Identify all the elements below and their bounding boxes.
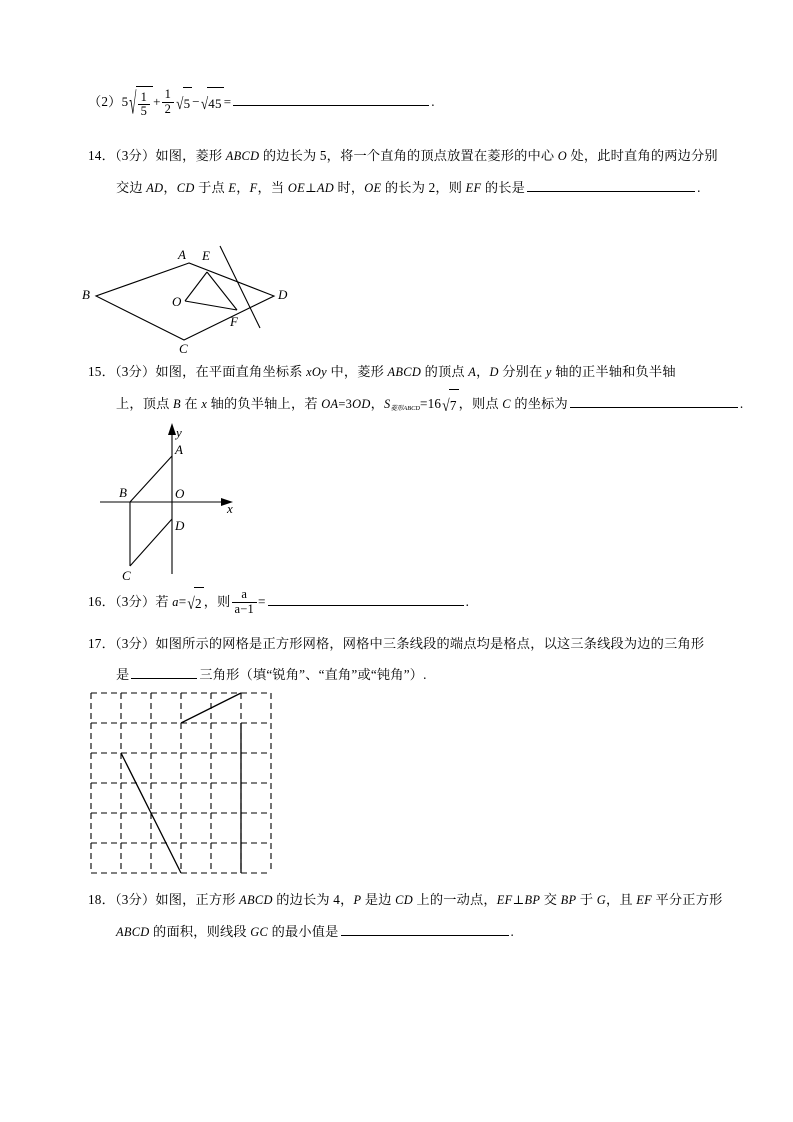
q17-text-a: 如图所示的网格是正方形网格，网格中三条线段的端点均是格点，以这三条线段为边的三角形 (155, 636, 705, 651)
segment-of (185, 301, 237, 310)
sqrt-five (176, 87, 192, 119)
q18-text-h: 平分正方形 (652, 892, 723, 907)
question-17-number: 17 (88, 636, 102, 651)
q15-var-c: C (502, 397, 511, 411)
radical-sign-icon: √ (129, 85, 137, 122)
figure-question-17 (88, 690, 274, 876)
label-D: D (175, 518, 185, 533)
q15-var-b: B (173, 397, 181, 411)
fraction-a-over-a-minus-1 (232, 588, 257, 616)
label-axis-x: x (227, 501, 233, 516)
q15-text-g: 在 (180, 396, 202, 411)
q18-text-f: 于 (576, 892, 597, 907)
q13b-coef: 5 (121, 94, 129, 109)
q18-var-ef: EF (636, 893, 653, 907)
label-D: D (278, 287, 288, 302)
q13b-label: （2） (88, 94, 122, 109)
figure-question-15 (92, 414, 252, 594)
q18-var-ef-perp-bp: EF⊥BP (496, 893, 541, 907)
segment-cd (130, 519, 172, 566)
q15-comma-2: ， (370, 396, 385, 411)
question-13-part2-line (88, 85, 733, 122)
q18-text-c: 是边 (361, 892, 396, 907)
q15-text-d: 分别在 (498, 364, 546, 379)
sqrt-seven-body: 7 (449, 389, 459, 421)
fraction-numerator: 1 (140, 89, 148, 104)
q17-text-c: 三角形（填“锐角”、“直角”或“钝角”）. (199, 667, 427, 682)
q14-text-g: 时， (334, 180, 365, 195)
sqrt-one-fifth (129, 85, 153, 122)
sqrt-two (187, 587, 203, 619)
q14-var-oe: OE (364, 181, 382, 195)
radical-sign-icon: √ (200, 94, 209, 113)
q18-var-g: G (596, 893, 606, 907)
fraction-one-half (162, 88, 174, 116)
question-16 (88, 586, 733, 619)
q15-var-x: x (201, 397, 208, 411)
q15-var-od: OD (352, 397, 371, 411)
q13b-expression (121, 85, 232, 122)
q13b-equals: = (223, 94, 232, 109)
question-17-line-2 (88, 659, 733, 690)
y-axis-arrow-icon (168, 423, 176, 435)
q18-text-j: 的最小值是 (268, 924, 339, 939)
q14-text-c: 处，此时直角的两边分别 (567, 148, 718, 163)
question-14-line-2 (88, 172, 733, 204)
q14-comma-2: ， (236, 180, 250, 195)
q18-var-abcd-2: ABCD (116, 925, 150, 939)
question-14-marks: ．（3分） (101, 148, 156, 163)
q13b-period: . (431, 94, 435, 109)
q18-text-e: 交 (540, 892, 561, 907)
q14-text-b: 的边长为 5，将一个直角的顶点放置在菱形的中心 (259, 148, 558, 163)
segment-ef (207, 272, 237, 310)
q18-text-d: 上的一动点， (412, 892, 497, 907)
q18-period: . (510, 924, 515, 939)
radical-sign-icon: √ (442, 396, 450, 415)
radical-sign-icon: √ (187, 594, 195, 613)
label-axis-y: y (176, 425, 182, 440)
q14-text-h: 的长为 2，则 (381, 180, 466, 195)
question-17 (88, 628, 733, 690)
question-16-number: 16 (88, 594, 102, 609)
fraction-denominator: a−1 (232, 602, 257, 616)
q18-var-p: P (353, 893, 362, 907)
q15-text-i: ，则点 (458, 396, 503, 411)
figure-question-14 (74, 228, 314, 353)
question-16-marks: ．（3分） (101, 594, 156, 609)
q18-text-i: 的面积，则线段 (149, 924, 251, 939)
q18-text-b: 的边长为 4， (272, 892, 354, 907)
q18-var-gc: GC (250, 925, 269, 939)
sqrt-forty-five (201, 87, 224, 119)
q16-equals: = (178, 594, 187, 609)
q14-var-f: F (249, 181, 258, 195)
fraction-denominator: 2 (162, 102, 174, 116)
question-14 (88, 140, 733, 204)
q14-var-o: O (557, 149, 568, 163)
q16-period: . (465, 594, 470, 609)
q15-var-abcd: ABCD (387, 365, 422, 379)
q14-text-d: 交边 (116, 180, 147, 195)
answer-blank-13b[interactable] (233, 94, 429, 106)
question-18-line-1 (88, 884, 733, 916)
q16-text-a: 若 (155, 594, 173, 609)
label-B: B (119, 485, 127, 500)
radical-sign-icon: √ (176, 94, 184, 113)
question-18-marks: ．（3分） (101, 892, 156, 907)
q13b-plus: + (153, 94, 161, 109)
q15-var-d: D (489, 365, 499, 379)
q14-comma-1: ， (163, 180, 177, 195)
question-17-marks: ．（3分） (101, 636, 156, 651)
question-14-number: 14 (88, 148, 102, 163)
q14-var-ef: EF (465, 181, 482, 195)
answer-blank-15[interactable] (570, 396, 738, 408)
question-14-line-1 (88, 140, 733, 172)
q16-equals-2: = (258, 594, 266, 609)
question-13-part2 (88, 85, 733, 122)
q13b-minus: − (192, 94, 200, 109)
segment-ab (130, 456, 172, 502)
label-F: F (230, 314, 238, 329)
sqrt-two-body: 2 (194, 587, 204, 619)
q16-var-a: a (172, 595, 179, 609)
label-B: B (82, 287, 90, 302)
q15-comma-1: ， (476, 364, 490, 379)
sqrt-one-fifth-body (136, 86, 153, 119)
label-C: C (179, 341, 188, 353)
q15-var-y: y (545, 365, 552, 379)
q14-text-e: 于点 (194, 180, 229, 195)
q18-var-bp: BP (560, 893, 577, 907)
label-A: A (178, 247, 186, 262)
q15-text-e: 轴的正半轴和负半轴 (551, 364, 676, 379)
q18-var-abcd: ABCD (239, 893, 273, 907)
question-18-line-2 (88, 916, 733, 948)
q15-text-f: 上，顶点 (116, 396, 174, 411)
label-O: O (172, 294, 182, 309)
question-15-number: 15 (88, 364, 102, 379)
q18-var-cd: CD (395, 893, 413, 907)
q14-period: . (697, 180, 701, 195)
grid-lines (91, 693, 271, 873)
answer-blank-17[interactable] (131, 667, 197, 679)
q18-text-g: ，且 (606, 892, 637, 907)
question-15-line-1 (88, 356, 733, 388)
question-18 (88, 884, 733, 948)
label-C: C (122, 568, 131, 583)
answer-blank-18[interactable] (341, 924, 509, 936)
segment-oe (185, 272, 207, 301)
q15-text-j: 的坐标为 (510, 396, 568, 411)
label-A: A (175, 442, 183, 457)
q15-text-h: 轴的负半轴上，若 (207, 396, 322, 411)
q17-text-b: 是 (116, 667, 130, 682)
q15-text-c: 的顶点 (421, 364, 469, 379)
question-16-line (88, 586, 733, 619)
sqrt-seven (442, 389, 458, 421)
q15-subscript-rhombus-abcd: 菱形ABCD (390, 405, 420, 413)
q14-text-i: 的长是 (481, 180, 526, 195)
q15-var-a: A (468, 365, 477, 379)
q15-text-b: 中，菱形 (326, 364, 388, 379)
q15-var-xoy: xOy (306, 365, 327, 379)
q15-period: . (739, 396, 744, 411)
q15-eq-3: =3 (338, 397, 353, 411)
label-origin-O: O (175, 486, 185, 501)
q16-text-b: ，则 (203, 594, 231, 609)
q14-text-a: 如图，菱形 (155, 148, 226, 163)
sqrt-forty-five-body: 45 (207, 87, 223, 119)
answer-blank-16[interactable] (268, 594, 464, 606)
fraction-numerator: 1 (164, 87, 172, 102)
q15-eq-16: =16 (420, 396, 442, 411)
q15-var-s: S (384, 397, 391, 411)
q14-text-f: ，当 (257, 180, 288, 195)
sqrt-five-body: 5 (183, 87, 193, 119)
q18-text-a: 如图，正方形 (155, 892, 240, 907)
fraction-one-fifth (138, 91, 150, 119)
q14-var-oe-perp-ad: OE⊥AD (287, 181, 335, 195)
right-angle-ray-line (220, 246, 260, 328)
question-15-marks: ．（3分） (101, 364, 156, 379)
question-17-line-1 (88, 628, 733, 659)
q14-var-abcd: ABCD (225, 149, 260, 163)
q14-var-ad: AD (146, 181, 164, 195)
answer-blank-14[interactable] (527, 180, 695, 192)
fraction-denominator: 5 (138, 104, 150, 118)
q14-var-cd: CD (176, 181, 195, 195)
q14-var-e: E (228, 181, 237, 195)
label-E: E (202, 248, 210, 263)
q15-text-a: 如图，在平面直角坐标系 (155, 364, 307, 379)
fraction-numerator: a (241, 587, 248, 602)
question-18-number: 18 (88, 892, 102, 907)
q15-var-oa: OA (321, 397, 339, 411)
